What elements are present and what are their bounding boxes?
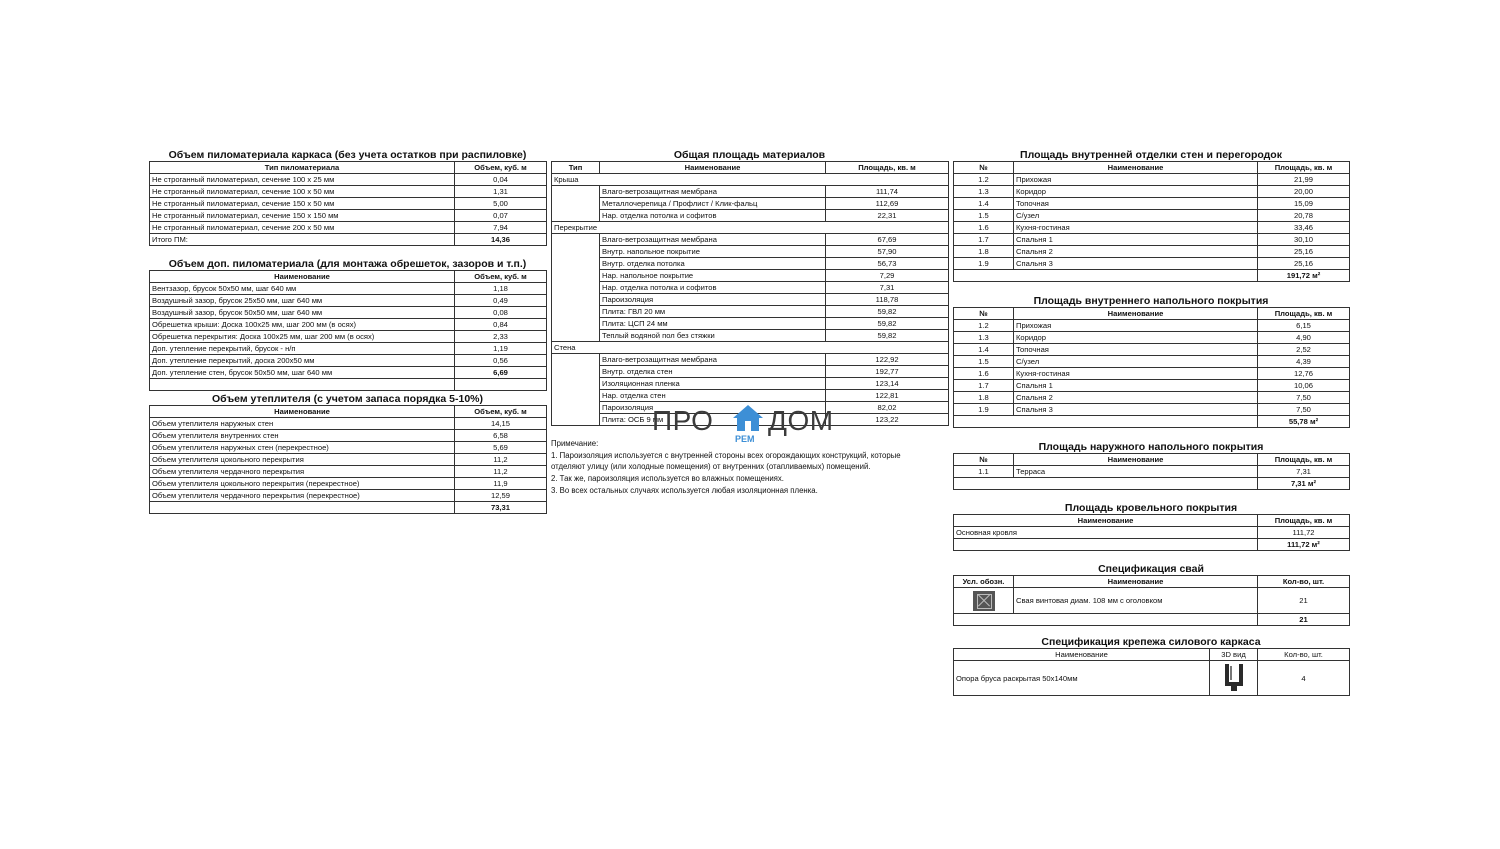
row-value: 122,81 [826, 390, 949, 402]
table-row [150, 295, 547, 307]
header-cell: Наименование [1014, 576, 1258, 588]
row-value: 30,10 [1258, 234, 1350, 246]
header-cell: Наименование [954, 515, 1258, 527]
group-row [552, 174, 949, 186]
row-name: Объем утеплителя чердачного перекрытия (перекрестное) [150, 490, 455, 502]
total-value: 73,31 [455, 502, 547, 514]
table-row [954, 246, 1350, 258]
row-num: 1.7 [954, 380, 1014, 392]
header-cell: Площадь, кв. м [1258, 454, 1350, 466]
row-name: Объем утеплителя цокольного перекрытия [150, 454, 455, 466]
row-name: Внутр. отделка потолка [600, 258, 826, 270]
insulation-title: Объем утеплителя (с учетом запаса порядка 5-10%) [211, 393, 484, 405]
row-name: Нар. напольное покрытие [600, 270, 826, 282]
header-cell: Кол-во, шт. [1258, 649, 1350, 661]
table-row [954, 186, 1350, 198]
row-num: 1.4 [954, 344, 1014, 356]
total-row [954, 614, 1350, 626]
row-name: Пароизоляция [600, 402, 826, 414]
row-num: 1.9 [954, 404, 1014, 416]
header-cell: № [954, 308, 1014, 320]
row-value: 10,06 [1258, 380, 1350, 392]
header-cell: Объем, куб. м [455, 406, 547, 418]
row-value: 123,14 [826, 378, 949, 390]
table-row [552, 282, 949, 294]
row-name: Обрешетка перекрытия: Доска 100х25 мм, шаг 200 мм (в осях) [150, 331, 455, 343]
table-row [954, 380, 1350, 392]
inner-walls-section [953, 149, 1349, 282]
total-label: Итого ПМ: [150, 234, 455, 246]
row-value: 20,00 [1258, 186, 1350, 198]
row-name: Внутр. отделка стен [600, 366, 826, 378]
header-cell: Кол-во, шт. [1258, 576, 1350, 588]
row-value: 21 [1258, 588, 1350, 614]
extra-lumber-section [149, 258, 546, 391]
table-row [150, 478, 547, 490]
row-num: 1.2 [954, 174, 1014, 186]
row-num: 1.3 [954, 186, 1014, 198]
note-line: 2. Так же, пароизоляция используется во влажных помещениях. [551, 474, 784, 484]
table-row [954, 466, 1350, 478]
row-value: 25,16 [1258, 246, 1350, 258]
row-num: 1.8 [954, 392, 1014, 404]
row-num: 1.9 [954, 258, 1014, 270]
row-value: 4,39 [1258, 356, 1350, 368]
row-value: 2,52 [1258, 344, 1350, 356]
row-value: 56,73 [826, 258, 949, 270]
row-value: 7,29 [826, 270, 949, 282]
row-num: 1.8 [954, 246, 1014, 258]
table-row [954, 368, 1350, 380]
row-name: С/узел [1014, 356, 1258, 368]
row-value: 22,31 [826, 210, 949, 222]
row-name: Вентзазор, брусок 50х50 мм, шаг 640 мм [150, 283, 455, 295]
table-header [954, 576, 1350, 588]
row-name: Нар. отделка потолка и софитов [600, 210, 826, 222]
table-row [954, 222, 1350, 234]
total-row [954, 478, 1350, 490]
row-name: Основная кровля [954, 527, 1258, 539]
header-cell: № [954, 454, 1014, 466]
table-row [150, 319, 547, 331]
row-value: 1,18 [455, 283, 547, 295]
table-row [150, 174, 547, 186]
table-header [150, 162, 547, 174]
row-name: Спальня 3 [1014, 404, 1258, 416]
lumber-title: Объем пиломатериала каркаса (без учета остатков при распиловке) [168, 149, 527, 161]
total-row [954, 270, 1350, 282]
table-row [552, 378, 949, 390]
row-name: Объем утеплителя наружных стен [150, 418, 455, 430]
header-cell: Наименование [1014, 162, 1258, 174]
logo-text-left: ПРО [652, 405, 714, 436]
row-value: 59,82 [826, 330, 949, 342]
row-value: 4 [1258, 661, 1350, 696]
row-value: 1,19 [455, 343, 547, 355]
table-row [954, 661, 1350, 696]
insulation-table [149, 405, 547, 514]
table-row [552, 186, 949, 198]
row-name: Воздушный зазор, брусок 25х50 мм, шаг 640 мм [150, 295, 455, 307]
table-row [954, 320, 1350, 332]
row-value: 4,90 [1258, 332, 1350, 344]
table-header [954, 515, 1350, 527]
row-name: Спальня 3 [1014, 258, 1258, 270]
table-row [150, 283, 547, 295]
row-name: Внутр. напольное покрытие [600, 246, 826, 258]
row-value: 111,72 [1258, 527, 1350, 539]
table-row [552, 318, 949, 330]
row-value: 123,22 [826, 414, 949, 426]
table-row [552, 258, 949, 270]
row-name: Объем утеплителя чердачного перекрытия [150, 466, 455, 478]
header-cell: Объем, куб. м [455, 162, 547, 174]
table-row [954, 588, 1350, 614]
row-value: 111,74 [826, 186, 949, 198]
row-value: 59,82 [826, 318, 949, 330]
table-row [954, 356, 1350, 368]
table-row [954, 344, 1350, 356]
table-row [150, 355, 547, 367]
row-name: Опора бруса раскрытая 50х140мм [954, 661, 1210, 696]
row-num: 1.6 [954, 222, 1014, 234]
header-cell: Тип пиломатериала [150, 162, 455, 174]
table-row [954, 527, 1350, 539]
outer-floor-table [953, 453, 1350, 490]
table-row [150, 466, 547, 478]
materials-title: Общая площадь материалов [673, 149, 826, 161]
materials-section [551, 149, 948, 426]
row-value: 0,56 [455, 355, 547, 367]
house-icon [732, 404, 764, 432]
row-value: 67,69 [826, 234, 949, 246]
table-row [552, 234, 949, 246]
row-name: С/узел [1014, 210, 1258, 222]
row-name: Изоляционная пленка [600, 378, 826, 390]
table-row [150, 198, 547, 210]
group-label: Перекрытие [552, 222, 949, 234]
total-value: 55,78 м² [1258, 416, 1350, 428]
inner-floor-table [953, 307, 1350, 428]
table-header [954, 308, 1350, 320]
header-cell: Усл. обозн. [954, 576, 1014, 588]
row-value: 7,31 [826, 282, 949, 294]
table-row [150, 418, 547, 430]
table-row [150, 442, 547, 454]
total-row [954, 539, 1350, 551]
total-value: 21 [1258, 614, 1350, 626]
row-value: 7,31 [1258, 466, 1350, 478]
row-name: Спальня 2 [1014, 392, 1258, 404]
row-name: Объем утеплителя внутренних стен [150, 430, 455, 442]
total-value: 14,36 [455, 234, 547, 246]
table-row [552, 198, 949, 210]
header-cell: Наименование [150, 271, 455, 283]
note-line: отделяют улицу (или холодные помещения) от внутренних (отапливаемых) помещений. [551, 462, 871, 472]
row-value: 15,09 [1258, 198, 1350, 210]
group-label: Крыша [552, 174, 949, 186]
header-cell: Наименование [954, 649, 1210, 661]
table-row [150, 430, 547, 442]
total-row [954, 416, 1350, 428]
row-name: Объем утеплителя наружных стен (перекрестное) [150, 442, 455, 454]
row-name: Нар. отделка стен [600, 390, 826, 402]
bracket-icon [1223, 662, 1245, 692]
row-name: Не строганный пиломатериал, сечение 100 х 25 мм [150, 174, 455, 186]
row-name: Кухня-гостиная [1014, 222, 1258, 234]
row-num: 1.2 [954, 320, 1014, 332]
row-name: Плита: ОСБ 9 мм [600, 414, 826, 426]
row-name: Влаго-ветрозащитная мембрана [600, 354, 826, 366]
row-value: 33,46 [1258, 222, 1350, 234]
total-value: 191,72 м² [1258, 270, 1350, 282]
row-value: 5,00 [455, 198, 547, 210]
logo-text-right: ДОМ [768, 405, 834, 436]
row-name: Свая винтовая диам. 108 мм с оголовком [1014, 588, 1258, 614]
spacer-row [150, 379, 547, 391]
row-name: Спальня 1 [1014, 234, 1258, 246]
table-row [954, 332, 1350, 344]
row-value: 25,16 [1258, 258, 1350, 270]
table-header [954, 649, 1350, 661]
row-value: 12,59 [455, 490, 547, 502]
row-name: Спальня 2 [1014, 246, 1258, 258]
total-value: 111,72 м² [1258, 539, 1350, 551]
fasteners-title: Спецификация крепежа силового каркаса [1041, 636, 1261, 648]
header-cell: Площадь, кв. м [1258, 515, 1350, 527]
row-name: Нар. отделка потолка и софитов [600, 282, 826, 294]
row-value: 118,78 [826, 294, 949, 306]
row-value: 82,02 [826, 402, 949, 414]
table-row [150, 490, 547, 502]
row-value: 112,69 [826, 198, 949, 210]
table-row [150, 343, 547, 355]
table-row [552, 366, 949, 378]
materials-table [551, 161, 949, 426]
header-cell: Наименование [1014, 308, 1258, 320]
header-cell: Площадь, кв. м [1258, 308, 1350, 320]
table-header [552, 162, 949, 174]
header-cell: Площадь, кв. м [826, 162, 949, 174]
roof-table [953, 514, 1350, 551]
row-value: 7,50 [1258, 404, 1350, 416]
piles-section [953, 563, 1349, 626]
roof-section [953, 502, 1349, 551]
row-value: 59,82 [826, 306, 949, 318]
row-value: 14,15 [455, 418, 547, 430]
pile-symbol-cell [954, 588, 1014, 614]
group-label: Стена [552, 342, 949, 354]
row-name: Доп. утепление перекрытий, брусок - н/п [150, 343, 455, 355]
row-name: Не строганный пиломатериал, сечение 150 х 50 мм [150, 198, 455, 210]
table-row [954, 404, 1350, 416]
row-name: Плита: ЦСП 24 мм [600, 318, 826, 330]
row-num: 1.5 [954, 356, 1014, 368]
note-line: 1. Пароизоляция используется с внутренней стороны всех огорождающих конструкций, которые [551, 450, 901, 460]
row-name: Не строганный пиломатериал, сечение 200 х 50 мм [150, 222, 455, 234]
table-header [150, 406, 547, 418]
piles-title: Спецификация свай [1098, 563, 1204, 575]
header-cell: Наименование [600, 162, 826, 174]
header-cell: Наименование [150, 406, 455, 418]
row-name: Прихожая [1014, 174, 1258, 186]
table-row [150, 186, 547, 198]
extra-lumber-title: Объем доп. пиломатериала (для монтажа обрешеток, зазоров и т.п.) [168, 258, 527, 270]
table-row [552, 330, 949, 342]
pile-symbol-icon [973, 591, 995, 611]
row-value: 1,31 [455, 186, 547, 198]
group-row [552, 222, 949, 234]
table-row [150, 210, 547, 222]
piles-table [953, 575, 1350, 626]
row-value: 122,92 [826, 354, 949, 366]
note-title: Примечание: [551, 439, 599, 448]
roof-title: Площадь кровельного покрытия [1064, 502, 1238, 514]
header-cell: Объем, куб. м [455, 271, 547, 283]
table-row [552, 270, 949, 282]
row-name: Обрешетка крыши: Доска 100х25 мм, шаг 200 мм (в осях) [150, 319, 455, 331]
row-value: 7,50 [1258, 392, 1350, 404]
table-row [954, 234, 1350, 246]
table-row [552, 210, 949, 222]
table-row [552, 354, 949, 366]
row-name: Влаго-ветрозащитная мембрана [600, 234, 826, 246]
fastener-3d-cell [1210, 661, 1258, 696]
note-block [551, 438, 951, 497]
inner-walls-title: Площадь внутренней отделки стен и перегородок [1020, 149, 1282, 161]
row-name: Топочная [1014, 198, 1258, 210]
lumber-section [149, 149, 546, 246]
row-num: 1.5 [954, 210, 1014, 222]
row-name: Объем утеплителя цокольного перекрытия (перекрестное) [150, 478, 455, 490]
row-value: 0,49 [455, 295, 547, 307]
row-name: Коридор [1014, 332, 1258, 344]
fasteners-table [953, 648, 1350, 696]
row-name: Не строганный пиломатериал, сечение 150 х 150 мм [150, 210, 455, 222]
header-cell: 3D вид [1210, 649, 1258, 661]
total-row [150, 234, 547, 246]
row-value: 11,9 [455, 478, 547, 490]
row-value: 11,2 [455, 466, 547, 478]
row-num: 1.4 [954, 198, 1014, 210]
outer-floor-title: Площадь наружного напольного покрытия [1038, 441, 1264, 453]
insulation-section [149, 393, 546, 514]
header-cell: Наименование [1014, 454, 1258, 466]
row-num: 1.7 [954, 234, 1014, 246]
inner-walls-table [953, 161, 1350, 282]
table-header [954, 454, 1350, 466]
table-row [150, 454, 547, 466]
lumber-table [149, 161, 547, 246]
row-value: 6,15 [1258, 320, 1350, 332]
row-num: 1.3 [954, 332, 1014, 344]
row-name: Теплый водяной пол без стяжки [600, 330, 826, 342]
table-row [150, 367, 547, 379]
row-value: 5,69 [455, 442, 547, 454]
row-name: Не строганный пиломатериал, сечение 100 х 50 мм [150, 186, 455, 198]
group-row [552, 342, 949, 354]
table-header [150, 271, 547, 283]
row-name: Кухня-гостиная [1014, 368, 1258, 380]
table-row [552, 306, 949, 318]
total-row [150, 502, 547, 514]
row-num: 1.6 [954, 368, 1014, 380]
row-value: 0,04 [455, 174, 547, 186]
row-name: Воздушный зазор, брусок 50х50 мм, шаг 640 мм [150, 307, 455, 319]
inner-floor-title: Площадь внутреннего напольного покрытия [1033, 295, 1269, 307]
total-value: 7,31 м² [1258, 478, 1350, 490]
outer-floor-section [953, 441, 1349, 490]
table-row [552, 246, 949, 258]
row-value: 0,07 [455, 210, 547, 222]
row-value: 57,90 [826, 246, 949, 258]
table-row [954, 174, 1350, 186]
row-name: Влаго-ветрозащитная мембрана [600, 186, 826, 198]
table-row [150, 222, 547, 234]
table-row [954, 258, 1350, 270]
row-value: 6,69 [455, 367, 547, 379]
row-value: 12,76 [1258, 368, 1350, 380]
row-name: Терраса [1014, 466, 1258, 478]
row-value: 6,58 [455, 430, 547, 442]
row-name: Коридор [1014, 186, 1258, 198]
table-row [150, 331, 547, 343]
note-line: 3. Во всех остальных случаях используется любая изоляционная пленка. [551, 485, 818, 495]
table-row [150, 307, 547, 319]
header-cell: Площадь, кв. м [1258, 162, 1350, 174]
row-name: Прихожая [1014, 320, 1258, 332]
table-row [954, 392, 1350, 404]
logo-subtext: РЕМ [735, 434, 755, 444]
table-row [954, 210, 1350, 222]
inner-floor-section [953, 295, 1349, 428]
row-value: 0,08 [455, 307, 547, 319]
table-row [552, 390, 949, 402]
header-cell: № [954, 162, 1014, 174]
row-name: Спальня 1 [1014, 380, 1258, 392]
row-value: 0,84 [455, 319, 547, 331]
table-header [954, 162, 1350, 174]
fasteners-section [953, 636, 1349, 696]
row-num: 1.1 [954, 466, 1014, 478]
table-row [552, 294, 949, 306]
row-name: Доп. утепление стен, брусок 50х50 мм, шаг 640 мм [150, 367, 455, 379]
extra-lumber-table [149, 270, 547, 391]
row-name: Доп. утепление перекрытий, доска 200х50 мм [150, 355, 455, 367]
row-value: 2,33 [455, 331, 547, 343]
row-value: 192,77 [826, 366, 949, 378]
row-value: 20,78 [1258, 210, 1350, 222]
table-row [954, 198, 1350, 210]
row-value: 21,99 [1258, 174, 1350, 186]
row-name: Пароизоляция [600, 294, 826, 306]
header-cell: Тип [552, 162, 600, 174]
row-name: Плита: ГВЛ 20 мм [600, 306, 826, 318]
row-value: 11,2 [455, 454, 547, 466]
row-name: Металлочерепица / Профлист / Клик-фальц [600, 198, 826, 210]
row-name: Топочная [1014, 344, 1258, 356]
row-value: 7,94 [455, 222, 547, 234]
